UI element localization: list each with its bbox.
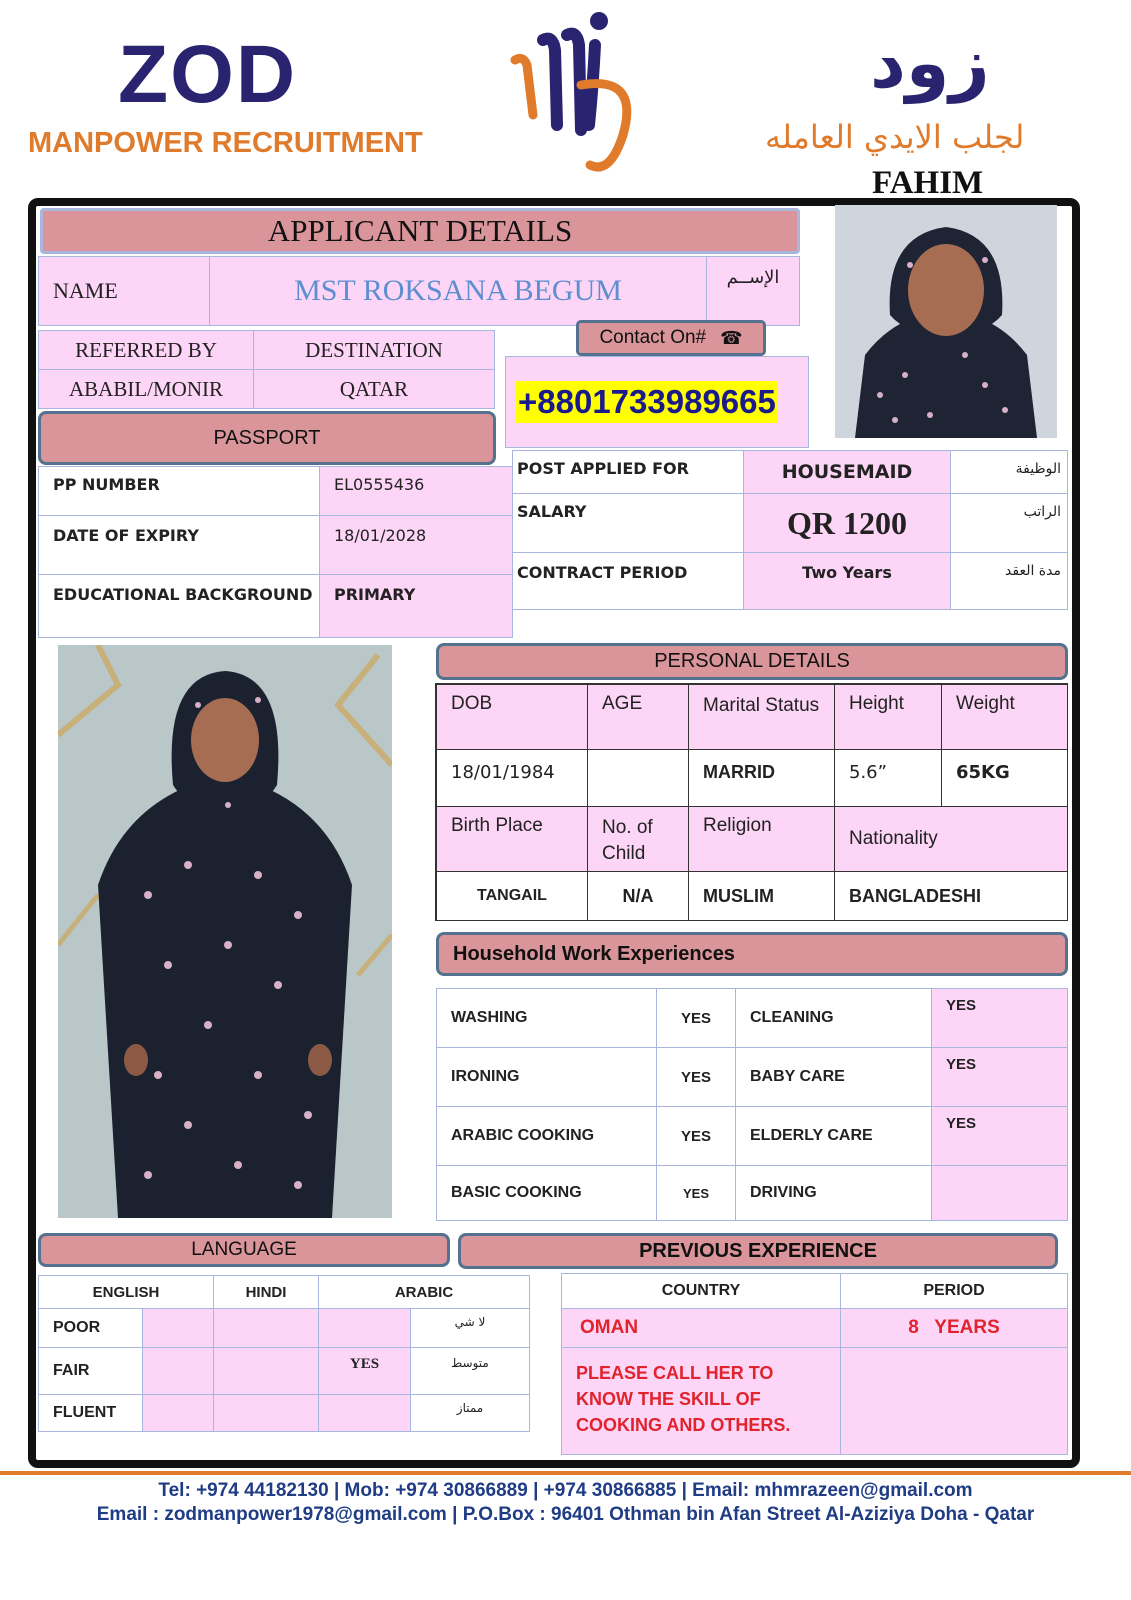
- education-value: PRIMARY: [319, 574, 513, 638]
- age-value: [587, 749, 689, 807]
- period-column: PERIOD: [840, 1273, 1068, 1309]
- dob-value: 18/01/1984: [436, 749, 588, 807]
- arabic-column: ARABIC: [318, 1275, 530, 1309]
- footer-address-line: Email : zodmanpower1978@gmail.com | P.O.Box : 96401 Othman bin Afan Street Al-Aziziya Doha - Qatar: [96, 1504, 1035, 1525]
- ironing-value: YES: [656, 1047, 736, 1107]
- fair-label: FAIR: [38, 1347, 143, 1395]
- height-label: Height: [834, 684, 942, 750]
- no-of-child-label: No. of Child: [587, 806, 689, 872]
- applicant-headshot-photo: [835, 205, 1057, 438]
- poor-arabic: [318, 1308, 411, 1348]
- fluent-hindi: [213, 1394, 319, 1432]
- weight-value: 65KG: [941, 749, 1068, 807]
- education-label: EDUCATIONAL BACKGROUND: [38, 574, 320, 638]
- fluent-arabic: [318, 1394, 411, 1432]
- contract-period-value: Two Years: [743, 552, 951, 610]
- cleaning-value: YES: [931, 988, 1068, 1048]
- poor-label-arabic: لا شي: [410, 1308, 530, 1348]
- dob-label: DOB: [436, 684, 588, 750]
- fair-arabic: YES: [318, 1347, 411, 1395]
- destination-value: QATAR: [253, 369, 495, 409]
- brand-arabic-subtitle: لجلب الايدي العامله: [765, 118, 1025, 156]
- previous-experience-note-empty: [840, 1347, 1068, 1455]
- agent-name: FAHIM: [872, 165, 984, 201]
- birth-place-value: TANGAIL: [436, 871, 588, 921]
- footer-contact-line: Tel: +974 44182130 | Mob: +974 30866889 | +974 30866885 | Email: mhmrazeen@gmail.com: [158, 1480, 973, 1501]
- marital-status-value: MARRID: [688, 749, 835, 807]
- salary-label: SALARY: [512, 493, 744, 553]
- footer-divider: [0, 1471, 1131, 1475]
- name-label: NAME: [38, 256, 210, 326]
- marital-status-label: Marital Status: [688, 684, 835, 750]
- fluent-label-arabic: ممتاز: [410, 1394, 530, 1432]
- basic-cooking-label: BASIC COOKING: [436, 1165, 657, 1221]
- basic-cooking-value: YES: [656, 1165, 736, 1221]
- date-of-expiry-value: 18/01/2028: [319, 515, 513, 575]
- applicant-full-photo: [58, 645, 392, 1218]
- driving-label: DRIVING: [735, 1165, 932, 1221]
- previous-experience-note: PLEASE CALL HER TO KNOW THE SKILL OF COOKING AND OTHERS.: [561, 1347, 841, 1455]
- destination-label: DESTINATION: [253, 330, 495, 370]
- pp-number-value: EL0555436: [319, 466, 513, 516]
- height-value: 5.6”: [834, 749, 942, 807]
- washing-value: YES: [656, 988, 736, 1048]
- agency-logo-icon: [495, 5, 670, 180]
- name-label-arabic: الإســم: [706, 256, 800, 326]
- contract-period-label-arabic: مدة العقد: [950, 552, 1068, 610]
- previous-period-value: 8 YEARS: [840, 1308, 1068, 1348]
- previous-experience-banner: PREVIOUS EXPERIENCE: [458, 1233, 1058, 1269]
- arabic-cooking-value: YES: [656, 1106, 736, 1166]
- nationality-value: BANGLADESHI: [834, 871, 1068, 921]
- salary-value: QR 1200: [743, 493, 951, 553]
- religion-label: Religion: [688, 806, 835, 872]
- brand-logo-text: ZOD: [118, 29, 298, 120]
- no-of-child-value: N/A: [587, 871, 689, 921]
- referred-by-label: REFERRED BY: [38, 330, 254, 370]
- passport-banner: PASSPORT: [38, 411, 496, 465]
- fair-english: [142, 1347, 214, 1395]
- contact-number[interactable]: +8801733989665: [516, 381, 778, 423]
- contact-box: [505, 356, 809, 448]
- personal-details-banner: PERSONAL DETAILS: [436, 643, 1068, 680]
- nationality-label: Nationality: [834, 806, 1068, 872]
- weight-label: Weight: [941, 684, 1068, 750]
- phone-icon: ☎: [720, 327, 743, 348]
- pp-number-label: PP NUMBER: [38, 466, 320, 516]
- poor-english: [142, 1308, 214, 1348]
- baby-care-value: YES: [931, 1047, 1068, 1107]
- country-column: COUNTRY: [561, 1273, 841, 1309]
- brand-subtitle: MANPOWER RECRUITMENT: [28, 127, 423, 159]
- household-banner: Household Work Experiences: [436, 932, 1068, 976]
- referred-by-value: ABABIL/MONIR: [38, 369, 254, 409]
- language-banner: LANGUAGE: [38, 1233, 450, 1267]
- english-column: ENGLISH: [38, 1275, 214, 1309]
- applicant-details-banner: APPLICANT DETAILS: [40, 208, 800, 254]
- elderly-care-value: YES: [931, 1106, 1068, 1166]
- date-of-expiry-label: DATE OF EXPIRY: [38, 515, 320, 575]
- salary-label-arabic: الراتب: [950, 493, 1068, 553]
- driving-value: [931, 1165, 1068, 1221]
- fluent-english: [142, 1394, 214, 1432]
- applicant-name: MST ROKSANA BEGUM: [209, 256, 707, 326]
- contact-label: Contact On#: [599, 327, 707, 348]
- previous-country-value: OMAN: [561, 1308, 841, 1348]
- fair-hindi: [213, 1347, 319, 1395]
- contact-label-banner: [576, 320, 766, 356]
- elderly-care-label: ELDERLY CARE: [735, 1106, 932, 1166]
- fluent-label: FLUENT: [38, 1394, 143, 1432]
- age-label: AGE: [587, 684, 689, 750]
- washing-label: WASHING: [436, 988, 657, 1048]
- post-applied-value: HOUSEMAID: [743, 450, 951, 494]
- birth-place-label: Birth Place: [436, 806, 588, 872]
- poor-hindi: [213, 1308, 319, 1348]
- arabic-cooking-label: ARABIC COOKING: [436, 1106, 657, 1166]
- post-applied-label-arabic: الوظيفة: [950, 450, 1068, 494]
- hindi-column: HINDI: [213, 1275, 319, 1309]
- ironing-label: IRONING: [436, 1047, 657, 1107]
- post-applied-label: POST APPLIED FOR: [512, 450, 744, 494]
- fair-label-arabic: متوسط: [410, 1347, 530, 1395]
- religion-value: MUSLIM: [688, 871, 835, 921]
- brand-arabic-text: زود: [870, 22, 990, 104]
- poor-label: POOR: [38, 1308, 143, 1348]
- cleaning-label: CLEANING: [735, 988, 932, 1048]
- baby-care-label: BABY CARE: [735, 1047, 932, 1107]
- contract-period-label: CONTRACT PERIOD: [512, 552, 744, 610]
